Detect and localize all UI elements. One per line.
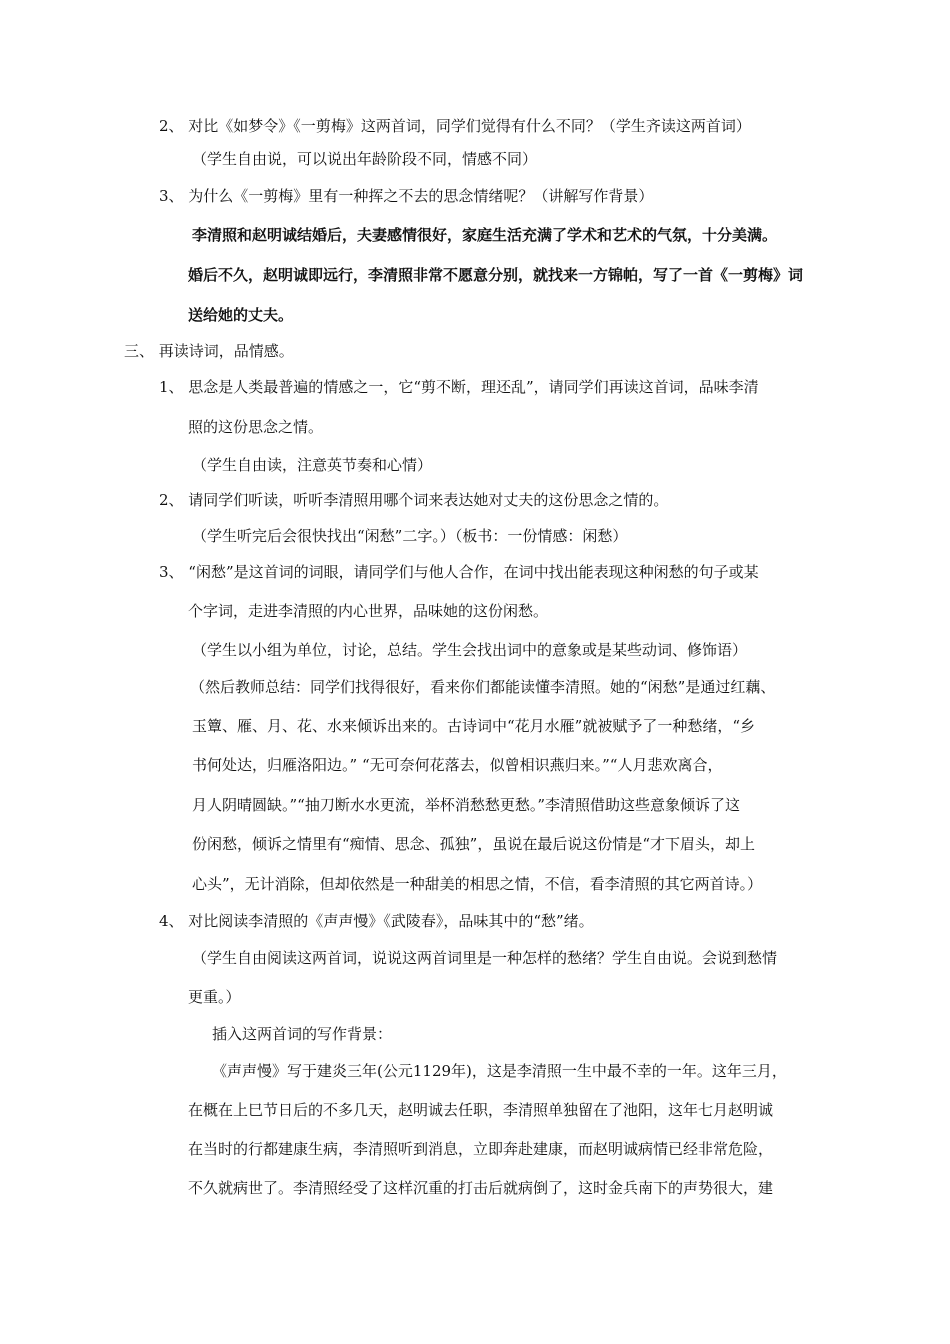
teacher-summary-line: 份闲愁，倾诉之情里有“痴情、思念、孤独”，虽说在最后说这份情是“才下眉头，却上 — [192, 835, 756, 853]
background-text-line: 《声声慢》写于建炎三年(公元1129年)，这是李清照一生中最不幸的一年。这年三月， — [212, 1062, 787, 1080]
student-note: 更重。） — [188, 988, 241, 1006]
background-text-line: 不久就病世了。李清照经受了这样沉重的打击后就病倒了，这时金兵南下的声势很大，建 — [188, 1179, 774, 1197]
student-note: （学生听完后会很快找出“闲愁”二字。）（板书：一份情感：闲愁） — [192, 527, 628, 545]
section-3-heading: 三、 再读诗词，品情感。 — [124, 342, 294, 360]
student-note: （学生自由阅读这两首词，说说这两首词里是一种怎样的愁绪？学生自由说。会说到愁情 — [192, 949, 778, 967]
insert-background-heading: 插入这两首词的写作背景： — [212, 1025, 393, 1043]
background-paragraph-line: 婚后不久，赵明诚即远行，李清照非常不愿意分别，就找来一方锦帕，写了一首《一剪梅》词 — [188, 266, 804, 284]
item-3-line: 3、 “闲愁”是这首词的词眼，请同学们与他人合作，在词中找出能表现这种闲愁的句子或某 — [159, 563, 759, 581]
item-2-listen: 2、 请同学们听读，听听李清照用哪个词来表达她对丈夫的这份思念之情的。 — [159, 491, 669, 509]
teacher-summary-line: 月人阴晴圆缺。”“抽刀断水水更流，举杯消愁愁更愁。”李清照借助这些意象倾诉了这 — [192, 796, 741, 814]
student-note: （学生自由说，可以说出年龄阶段不同，情感不同） — [192, 150, 538, 168]
teacher-summary-line: 心头”，无计消除，但却依然是一种甜美的相思之情，不信，看李清照的其它两首诗。） — [192, 875, 763, 893]
teacher-summary-line: 书何处达，归雁洛阳边。” “无可奈何花落去，似曾相识燕归来。”“人月悲欢离合， — [192, 756, 723, 774]
background-text-line: 在概在上巳节日后的不多几天，赵明诚去任职，李清照单独留在了池阳，这年七月赵明诚 — [188, 1101, 774, 1119]
item-1-line: 1、 思念是人类最普遍的情感之一，它“剪不断，理还乱”，请同学们再读这首词，品味李清 — [159, 378, 759, 396]
background-paragraph-line: 送给她的丈夫。 — [188, 306, 294, 324]
background-text-line: 在当时的行都建康生病，李清照听到消息，立即奔赴建康，而赵明诚病情已经非常危险， — [188, 1140, 774, 1158]
item-1-line: 照的这份思念之情。 — [188, 418, 324, 436]
teacher-summary-line: （然后教师总结：同学们找得很好，看来你们都能读懂李清照。她的“闲愁”是通过红藕、 — [190, 678, 776, 696]
item-4-compare: 4、 对比阅读李清照的《声声慢》《武陵春》，品味其中的“愁”绪。 — [159, 912, 594, 930]
item-2-compare-poems: 2、 对比《如梦令》《一剪梅》这两首词，同学们觉得有什么不同？（学生齐读这两首词） — [159, 117, 751, 135]
item-3-line: 个字词，走进李清照的内心世界，品味她的这份闲愁。 — [188, 602, 549, 620]
teacher-summary-line: 玉簟、雁、月、花、水来倾诉出来的。古诗词中“花月水雁”就被赋予了一种愁绪，“乡 — [192, 717, 756, 735]
student-note: （学生自由读，注意英节奏和心情） — [192, 456, 433, 474]
student-note: （学生以小组为单位，讨论，总结。学生会找出词中的意象或是某些动词、修饰语） — [192, 641, 748, 659]
item-3-question: 3、 为什么《一剪梅》里有一种挥之不去的思念情绪呢？（讲解写作背景） — [159, 187, 654, 205]
background-paragraph-line: 李清照和赵明诚结婚后，夫妻感情很好，家庭生活充满了学术和艺术的气氛，十分美满。 — [192, 226, 778, 244]
